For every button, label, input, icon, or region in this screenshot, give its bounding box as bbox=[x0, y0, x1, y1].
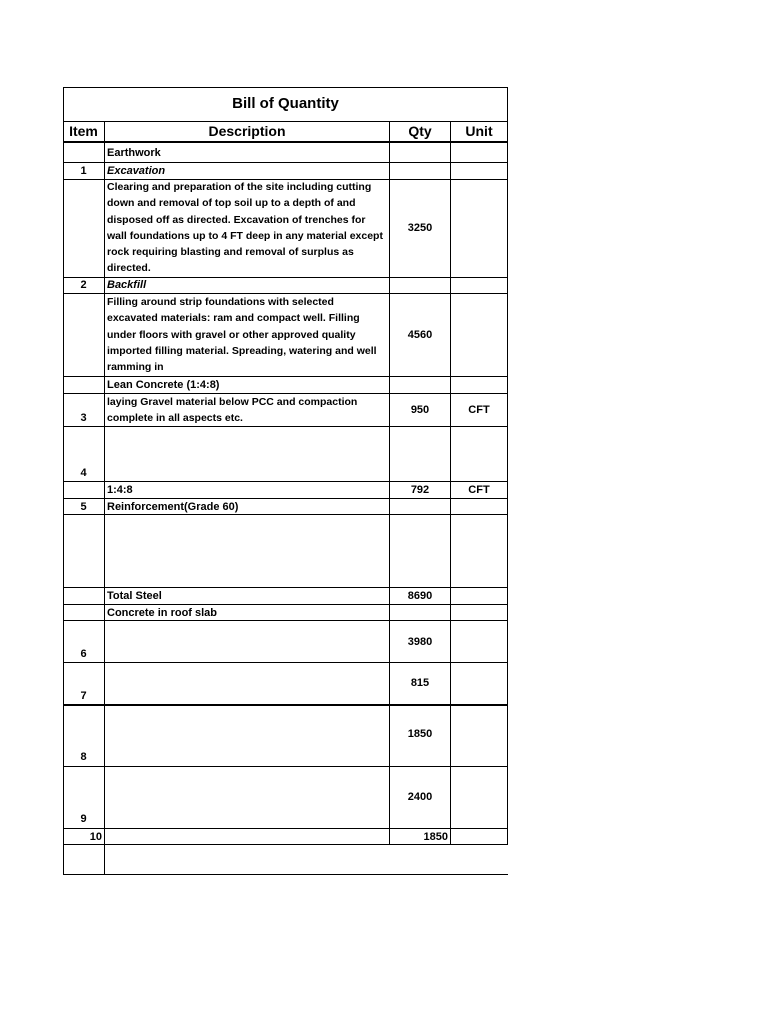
reinforcement-label: Reinforcement(Grade 60) bbox=[107, 501, 239, 513]
page-title: Bill of Quantity bbox=[232, 95, 339, 112]
item-number-4: 4 bbox=[80, 467, 87, 479]
header-qty: Qty bbox=[408, 123, 432, 139]
item-number-7: 7 bbox=[80, 690, 87, 702]
item-number-6: 6 bbox=[80, 648, 87, 660]
header-unit: Unit bbox=[465, 123, 493, 139]
header-description: Description bbox=[208, 123, 286, 139]
qty-10: 1850 bbox=[423, 831, 448, 843]
gravel-description: laying Gravel material below PCC and compaction complete in all aspects etc. bbox=[107, 396, 358, 425]
excavation-description: Clearing and preparation of the site including cutting down and removal of top soil up to a depth of and disposed off as directed. Excavation of trenches for wall foundations up to 4 FT deep in any material except rock requiring blasting and removal of surplus as directed. bbox=[107, 181, 383, 275]
row-line bbox=[63, 874, 508, 875]
col-line-unit bbox=[507, 121, 508, 845]
excavation-label: Excavation bbox=[107, 165, 166, 177]
backfill-qty: 4560 bbox=[407, 329, 433, 341]
gravel-unit: CFT bbox=[468, 404, 490, 416]
mix-qty: 792 bbox=[410, 484, 430, 496]
mix-description: 1:4:8 bbox=[107, 484, 133, 496]
item-number-8: 8 bbox=[80, 751, 87, 763]
section-lean-concrete: Lean Concrete (1:4:8) bbox=[107, 379, 220, 391]
item-number-5: 5 bbox=[80, 501, 87, 513]
total-steel-qty: 8690 bbox=[407, 590, 433, 602]
section-earthwork: Earthwork bbox=[107, 147, 161, 159]
item-number-1: 1 bbox=[80, 165, 87, 177]
row-line bbox=[63, 766, 508, 767]
item-number-3: 3 bbox=[80, 412, 87, 424]
row-line bbox=[63, 704, 508, 706]
header-row-bottom-line bbox=[63, 141, 508, 143]
qty-7: 815 bbox=[410, 677, 430, 689]
qty-6: 3980 bbox=[407, 636, 433, 648]
item-number-10: 10 bbox=[89, 831, 102, 843]
item-number-2: 2 bbox=[80, 279, 87, 291]
section-roof-slab: Concrete in roof slab bbox=[107, 607, 218, 619]
header-item: Item bbox=[69, 123, 98, 139]
row-line bbox=[63, 662, 508, 663]
table-border-top bbox=[63, 87, 508, 88]
mix-unit: CFT bbox=[468, 484, 490, 496]
backfill-description: Filling around strip foundations with selected excavated materials: ram and compact well. Filling under floors with gravel or other approved quality imported filling material. Spreading, watering and well ramming in bbox=[107, 296, 377, 374]
gravel-qty: 950 bbox=[410, 404, 430, 416]
qty-9: 2400 bbox=[407, 791, 433, 803]
excavation-qty: 3250 bbox=[407, 222, 433, 234]
item-number-9: 9 bbox=[80, 813, 87, 825]
qty-8: 1850 bbox=[407, 728, 433, 740]
total-steel-label: Total Steel bbox=[107, 590, 162, 602]
backfill-label: Backfill bbox=[107, 279, 147, 291]
